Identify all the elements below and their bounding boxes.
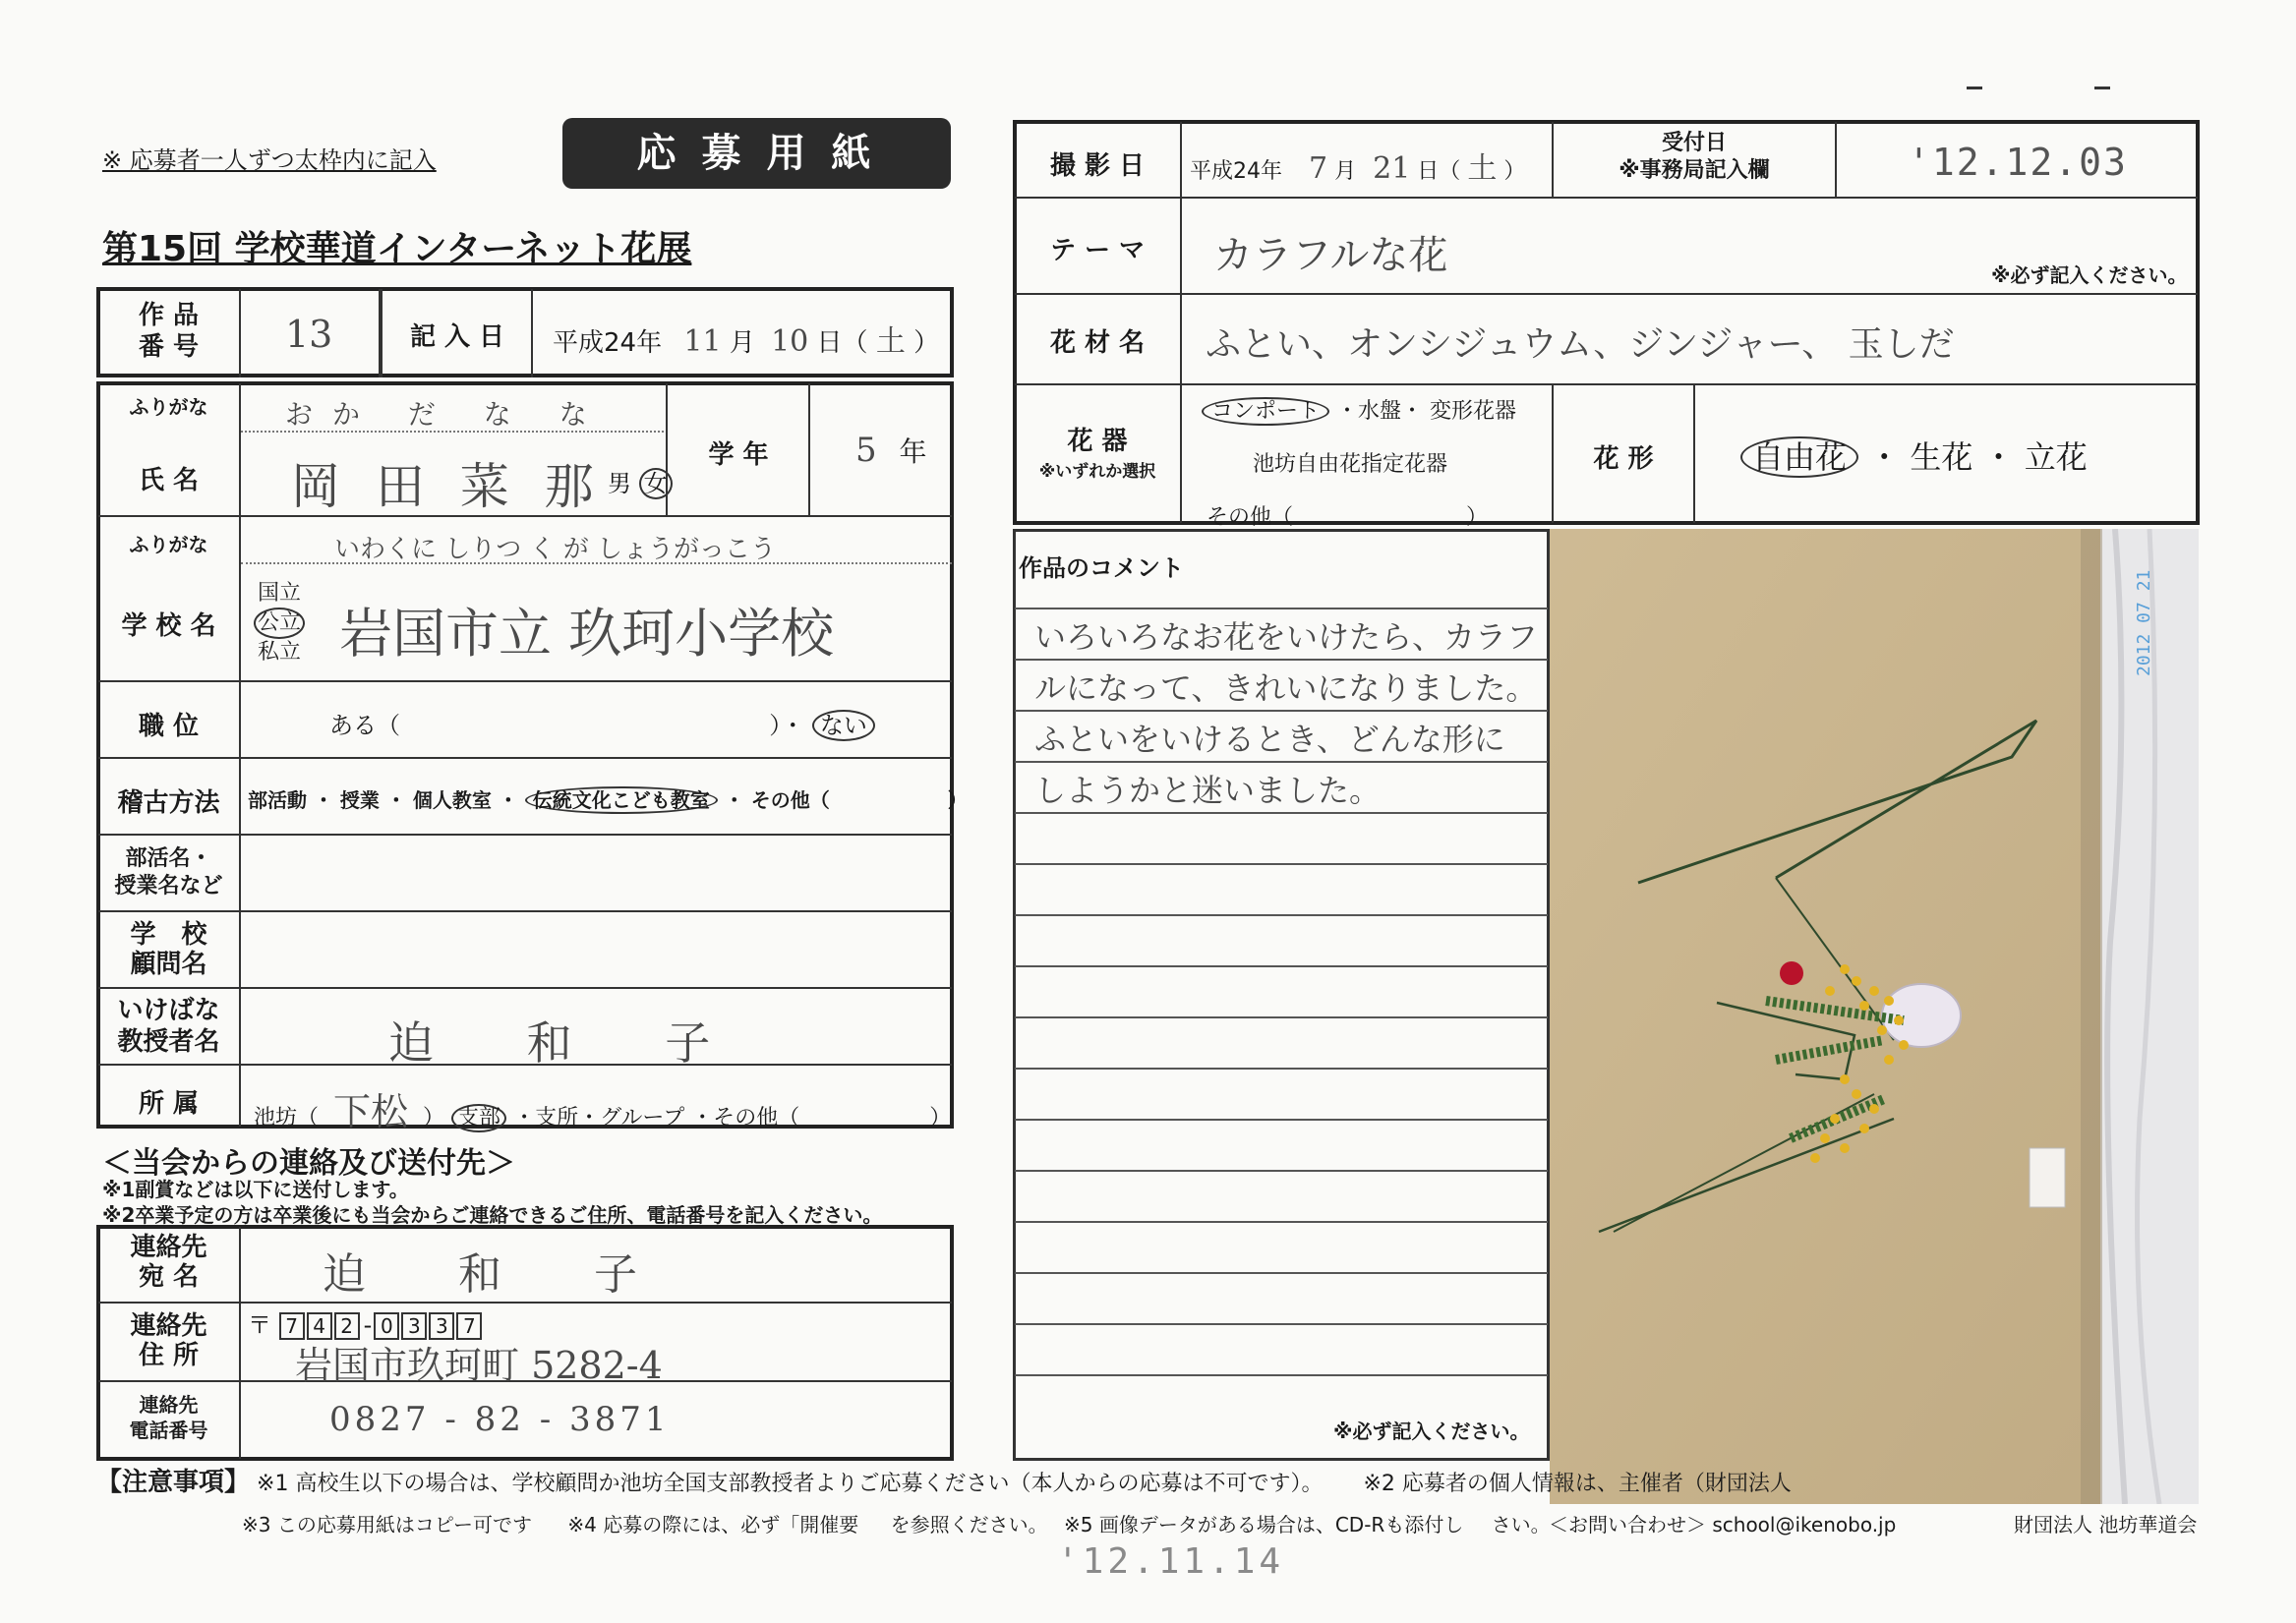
- vessel-sub: ※いずれか選択: [1038, 462, 1156, 482]
- name-label: 氏 名: [138, 466, 200, 495]
- address-value: 岩国市玖珂町 5282-4: [295, 1344, 663, 1387]
- postal-digit: 7: [456, 1312, 482, 1340]
- practice-other: ・ その他（ ）: [724, 788, 968, 812]
- materials-value: ふとい、オンシジュウム、ジンジャー、 玉しだ: [1206, 324, 1955, 365]
- notes-row-2b: [1064, 1509, 1551, 1537]
- gender-male: 男: [608, 470, 631, 497]
- work-number-label: 作 品 番 号: [138, 301, 200, 362]
- contact-phone-label: 連絡先 電話番号: [129, 1393, 208, 1442]
- postal-mark: 〒: [248, 1311, 271, 1339]
- comment-row: いろいろなお花をいけたら、カラフ: [1015, 608, 1548, 659]
- affiliation-close: ）: [423, 1106, 445, 1130]
- contact-note1: ※1副賞などは以下に送付します。: [102, 1178, 409, 1201]
- comment-row: ルになって、きれいになりました。: [1015, 659, 1548, 710]
- comment-row: [1015, 1272, 1548, 1323]
- gender-female: 女: [639, 468, 673, 499]
- inquiry: ＜お問い合わせ＞ school@ikenobo.jp: [1549, 1513, 1897, 1536]
- photo-date-month: 7: [1309, 151, 1328, 186]
- postal-digit: 2: [334, 1312, 360, 1340]
- entry-date-label: 記 入 日: [409, 322, 505, 352]
- position-yes: ある（: [329, 712, 400, 739]
- comment-row: [1015, 1170, 1548, 1221]
- photo-date-day-unit: 日（: [1417, 159, 1461, 184]
- style-label: 花 形: [1593, 444, 1654, 474]
- practice-label: 稽古方法: [117, 788, 220, 818]
- affiliation-value: 下松: [333, 1090, 409, 1133]
- note3: ※3 この応募用紙はコピー可です: [242, 1513, 533, 1536]
- notes-row-1: [96, 1462, 1792, 1498]
- note4: ※4 応募の際には、必ず「開催要: [567, 1513, 859, 1536]
- position-no: ない: [812, 710, 875, 741]
- comment-row: [1015, 812, 1548, 863]
- comment-row: [1015, 914, 1548, 965]
- organization: 財団法人 池坊華道会: [2014, 1513, 2198, 1536]
- vessel-opt-compote: コンポート: [1202, 397, 1329, 426]
- comment-row: [1015, 1323, 1548, 1374]
- practice-options: [248, 784, 968, 813]
- note-per-person: ※ 応募者一人ずつ太枠内に記入: [102, 146, 437, 174]
- note5b: さい。: [1491, 1513, 1551, 1536]
- entry-date-weekday: 土: [875, 324, 906, 359]
- school-type-private: 私立: [258, 640, 302, 665]
- vessel-opt-ikenobo: 池坊自由花指定花器: [1253, 452, 1448, 477]
- grade: [855, 431, 927, 470]
- postal-digit: 3: [401, 1312, 427, 1340]
- entry-date-month-unit: 月: [729, 328, 755, 358]
- entry-date-close: ）: [913, 328, 940, 358]
- photo-date-stamp: 2012 07 21: [2134, 569, 2154, 676]
- comment-row: [1015, 1068, 1548, 1119]
- advisor-label: 学 校 顧問名: [130, 920, 207, 979]
- entry-date-day-unit: 日（: [816, 328, 868, 358]
- comment-row: [1015, 1119, 1548, 1170]
- postal-digit: -: [363, 1311, 373, 1339]
- school-label: 学 校 名: [121, 611, 216, 641]
- photo-date-close: ）: [1503, 159, 1526, 184]
- comment-row: ふといをいけるとき、どんな形に: [1015, 710, 1548, 761]
- style-free: 自由花: [1740, 436, 1858, 478]
- comment-row: [1015, 965, 1548, 1016]
- receipt-stamp: '12.12.03: [1908, 141, 2128, 184]
- affiliation-rest: ・支所・グループ ・その他（ ）: [513, 1106, 952, 1130]
- school-type: [258, 580, 305, 667]
- comment-row: しようかと迷いました。: [1015, 761, 1548, 812]
- photo-date-era: 平成24年: [1190, 159, 1282, 184]
- entry-date-day: 10: [771, 324, 809, 359]
- note4b: を参照ください。: [890, 1513, 1048, 1536]
- name-value: 岡 田 菜 那: [291, 458, 604, 515]
- form-title: 応 募 用 紙: [636, 131, 877, 176]
- contact-name-label: 連絡先 宛 名: [130, 1233, 207, 1292]
- photo-date-weekday: 土: [1467, 151, 1498, 186]
- teacher-value: 迫 和 子: [388, 1016, 750, 1070]
- photo-date-day: 21: [1373, 151, 1411, 186]
- comment-row: [1015, 1016, 1548, 1068]
- school-type-public: 公立: [254, 608, 305, 639]
- postal-digit: 0: [374, 1312, 399, 1340]
- theme-label: テ ー マ: [1049, 236, 1146, 265]
- furigana-label-name: ふりがな: [129, 395, 208, 419]
- vessel-opt-other: その他（ ）: [1207, 505, 1489, 530]
- affiliation-label: 所 属: [138, 1089, 200, 1119]
- comment-label: 作品のコメント: [1019, 554, 1184, 582]
- note5: ※5 画像データがある場合は、CD-Rも添付し: [1064, 1513, 1464, 1536]
- vessel-options: [1202, 385, 1516, 545]
- school-furigana: いわくに しりつ く が しょうがっこう: [334, 535, 777, 564]
- position-label: 職 位: [138, 712, 200, 741]
- affiliation-prefix: 池坊（: [254, 1106, 320, 1130]
- style-options: [1740, 433, 2088, 478]
- vessel-label-block: [1015, 421, 1180, 482]
- position-close: ）・: [769, 712, 805, 739]
- entry-date-era: 平成24年: [553, 328, 663, 358]
- vessel-opt-rest: ・水盤・ 変形花器: [1336, 399, 1517, 424]
- received-stamp: '12.11.14: [1057, 1541, 1285, 1582]
- style-rest: ・ 生花 ・ 立花: [1868, 438, 2088, 476]
- affiliation: [254, 1081, 951, 1135]
- practice-selected: 伝統文化こども教室: [525, 786, 718, 814]
- grade-label: 学 年: [708, 440, 769, 470]
- event-title: 第15回 学校華道インターネット花展: [102, 229, 692, 269]
- form-title-box: [562, 118, 951, 189]
- contact-heading: ＜当会からの連絡及び送付先＞: [102, 1146, 515, 1181]
- ikebana-photo: [1550, 529, 2199, 1504]
- school-type-national: 国立: [258, 581, 302, 606]
- photo-date-label: 撮 影 日: [1049, 151, 1146, 181]
- postal-digit: 4: [307, 1312, 332, 1340]
- photo-date: [1190, 144, 1525, 187]
- practice-options-text: 部活動 ・ 授業 ・ 個人教室 ・: [248, 788, 518, 812]
- grade-unit: 年: [899, 435, 927, 468]
- club-label: 部活名・ 授業名など: [114, 846, 223, 898]
- notes-row-2: [242, 1509, 1048, 1537]
- work-number-value: 13: [285, 313, 333, 356]
- comment-row: [1015, 863, 1548, 914]
- note1: ※1 高校生以下の場合は、学校顧問か池坊全国支部教授者よりご応募ください（本人からの応募は不可です）。: [257, 1472, 1324, 1496]
- vessel-label: 花 器: [1067, 427, 1128, 456]
- comment-row: [1015, 1221, 1548, 1272]
- note2: ※2 応募者の個人情報は、主催者（財団法人: [1363, 1472, 1792, 1496]
- phone-value: 0827 - 82 - 3871: [329, 1400, 671, 1439]
- postal-digit: 7: [279, 1312, 305, 1340]
- affiliation-branch: 支部: [451, 1104, 506, 1132]
- theme-required: ※必ず記入ください。: [1991, 263, 2188, 287]
- furigana-label-school: ふりがな: [129, 533, 208, 556]
- gender: [608, 464, 673, 498]
- photo-date-month-unit: 月: [1334, 159, 1357, 184]
- grade-value: 5: [855, 431, 877, 470]
- contact-address-label: 連絡先 住 所: [130, 1311, 207, 1370]
- contact-note2: ※2卒業予定の方は卒業後にも当会からご連絡できるご住所、電話番号を記入ください。: [102, 1203, 883, 1227]
- receipt-label: 受付日 ※事務局記入欄: [1619, 131, 1770, 183]
- position-options: [329, 706, 875, 740]
- comment-lines: [1015, 608, 1548, 1425]
- school-value: 岩国市立 玖珂小学校: [339, 603, 835, 665]
- postal-digit: 3: [429, 1312, 454, 1340]
- entry-date: [553, 317, 939, 360]
- theme-value: カラフルな花: [1213, 233, 1448, 278]
- name-furigana: おか だ な な: [285, 398, 607, 431]
- notes-label: 【注意事項】: [96, 1468, 251, 1497]
- contact-name-value: 迫 和 子: [323, 1249, 677, 1300]
- comment-required: ※必ず記入ください。: [1333, 1420, 1530, 1443]
- entry-date-month: 11: [683, 324, 722, 359]
- materials-label: 花 材 名: [1049, 328, 1146, 358]
- teacher-label: いけばな 教授者名: [117, 996, 220, 1057]
